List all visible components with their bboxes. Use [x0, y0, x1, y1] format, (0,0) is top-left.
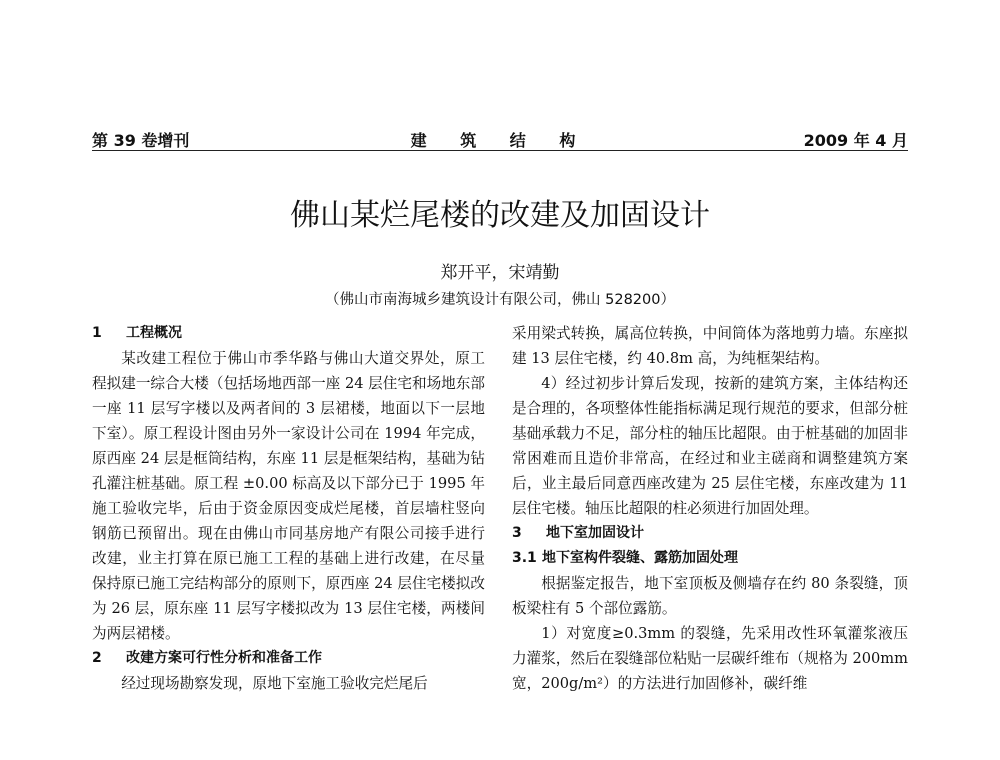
- subsection-heading: [512, 546, 908, 571]
- section-number: 3: [512, 525, 522, 541]
- journal-name: 建 筑 结 构: [410, 131, 590, 150]
- section-number: 2: [92, 650, 102, 666]
- section-title: 地下室加固设计: [546, 525, 644, 541]
- paragraph: 经过现场勘察发现，原地下室施工验收完烂尾后: [121, 675, 428, 692]
- affiliation: （佛山市南海城乡建筑设计有限公司，佛山 528200）: [325, 292, 675, 308]
- journal-volume: 第 39 卷增刊: [92, 131, 190, 150]
- right-column: [512, 321, 908, 696]
- paragraph: 某改建工程位于佛山市季华路与佛山大道交界处，原工程拟建一综合大楼（包括场地西部一座 24 层住宅和场地东部一座 11 层写字楼以及两者间的 3 层裙楼，地面以下一层地下室）。原工程设计图由另外一家设计公司在 1994 年完成，原西座 24 层是框筒结构，东座 11 层是框架结构，基础为钻孔灌注桩基础。原工程 ±0.00 标高及以下部分已于 1995 年施工验收完毕，后由于资金原因变成烂尾楼，首层墙柱竖向钢筋已预留出。现在由佛山市同基房地产有限公司接手进行改建，业主打算在原已施工工程的基础上进行改建，在尽量保持原已施工完结构部分的原则下，原西座 24 层住宅楼拟改为 26 层，原东座 11 层写字楼拟改为 13 层住宅楼，两楼间为两层裙楼。: [92, 350, 485, 642]
- issue-date: 2009 年 4 月: [803, 131, 908, 150]
- header-rule: [92, 150, 908, 151]
- paper-title: 佛山某烂尾楼的改建及加固设计: [290, 198, 710, 233]
- subsection-title: 地下室构件裂缝、露筋加固处理: [542, 550, 738, 566]
- section-heading: [92, 646, 485, 671]
- subsection-number: 3.1: [512, 550, 537, 566]
- section-heading: [92, 321, 485, 346]
- paragraph: 4）经过初步计算后发现，按新的建筑方案，主体结构还是合理的，各项整体性能指标满足现行规范的要求，但部分桩基础承载力不足，部分柱的轴压比超限。由于桩基础的加固非常困难而且造价非常高，在经过和业主磋商和调整建筑方案后，业主最后同意西座改建为 25 层住宅楼，东座改建为 11 层住宅楼。轴压比超限的柱必须进行加固处理。: [512, 375, 908, 517]
- paragraph: 根据鉴定报告，地下室顶板及侧墙存在约 80 条裂缝，顶板梁柱有 5 个部位露筋。: [512, 575, 908, 617]
- authors: 郑开平，宋靖勤: [440, 263, 560, 283]
- left-column: [92, 321, 485, 696]
- section-heading: [512, 521, 908, 546]
- section-title: 工程概况: [126, 325, 182, 341]
- section-number: 1: [92, 325, 102, 341]
- paragraph: 1）对宽度≥0.3mm 的裂缝，先采用改性环氧灌浆液压力灌浆，然后在裂缝部位粘贴一层碳纤维布（规格为 200mm 宽，200g/m²）的方法进行加固修补，碳纤维: [512, 625, 908, 692]
- section-title: 改建方案可行性分析和准备工作: [126, 650, 322, 666]
- paragraph: 采用梁式转换，属高位转换，中间筒体为落地剪力墙。东座拟建 13 层住宅楼，约 40.8m 高，为纯框架结构。: [512, 325, 908, 367]
